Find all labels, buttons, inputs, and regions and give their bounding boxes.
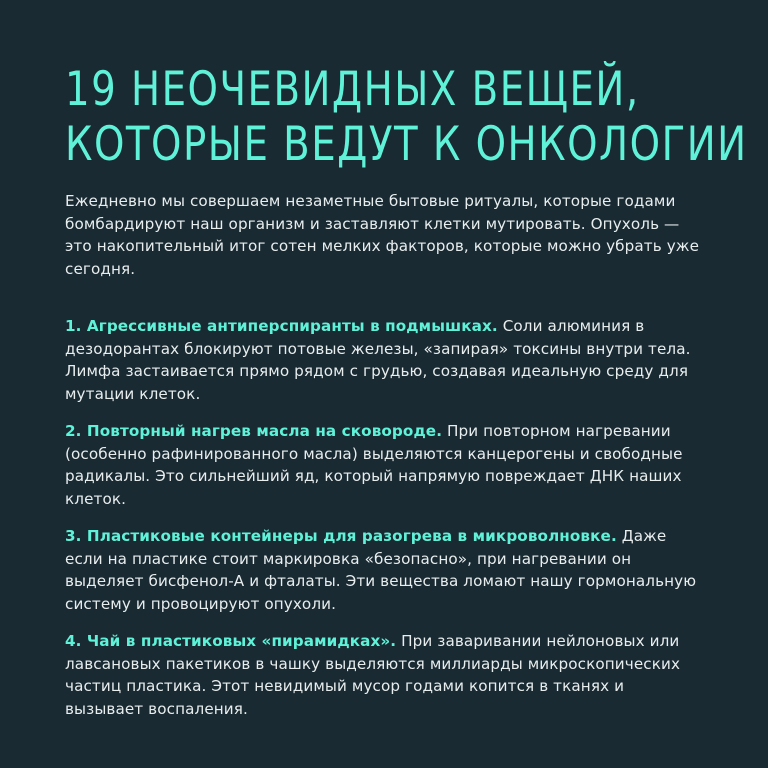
- list-item-2-heading: 2. Повторный нагрев масла на сковороде.: [65, 422, 443, 440]
- list-item-2: [65, 420, 705, 510]
- list-item-4: [65, 630, 705, 720]
- title-line-2: КОТОРЫЕ ВЕДУТ К ОНКОЛОГИИ: [65, 117, 748, 172]
- page-title: [65, 62, 748, 172]
- title-line-1: 19 НЕОЧЕВИДНЫХ ВЕЩЕЙ,: [65, 62, 640, 117]
- list-item-1-heading: 1. Агрессивные антиперспиранты в подмышках.: [65, 317, 498, 335]
- list-item-4-heading: 4. Чай в пластиковых «пирамидках».: [65, 632, 397, 650]
- list-item-1: [65, 315, 705, 405]
- list-item-1-body: Соли алюминия в дезодорантах блокируют потовые железы, «запирая» токсины внутри тела. Лимфа застаивается прямо рядом с грудью, создавая идеальную среду для мутации клеток.: [65, 317, 691, 403]
- list-item-3-heading: 3. Пластиковые контейнеры для разогрева в микроволновке.: [65, 527, 617, 545]
- intro-paragraph: Ежедневно мы совершаем незаметные бытовые ритуалы, которые годами бомбардируют наш организм и заставляют клетки мутировать. Опухоль — это накопительный итог сотен мелких факторов, которые можно убрать уже сегодня.: [65, 192, 700, 278]
- post-card: [65, 62, 748, 720]
- list-item-3-body: Даже если на пластике стоит маркировка «безопасно», при нагревании он выделяет бисфенол-А и фталаты. Эти вещества ломают нашу гормональную систему и провоцируют опухоли.: [65, 527, 697, 613]
- list-item-4-body: При заваривании нейлоновых или лавсановых пакетиков в чашку выделяются миллиарды микроскопических частиц пластика. Этот невидимый мусор годами копится в тканях и вызывает воспаления.: [65, 632, 681, 718]
- list-item-2-body: При повторном нагревании (особенно рафинированного масла) выделяются канцерогены и свободные радикалы. Это сильнейший яд, который напрямую повреждает ДНК наших клеток.: [65, 422, 683, 508]
- list-item-3: [65, 525, 705, 615]
